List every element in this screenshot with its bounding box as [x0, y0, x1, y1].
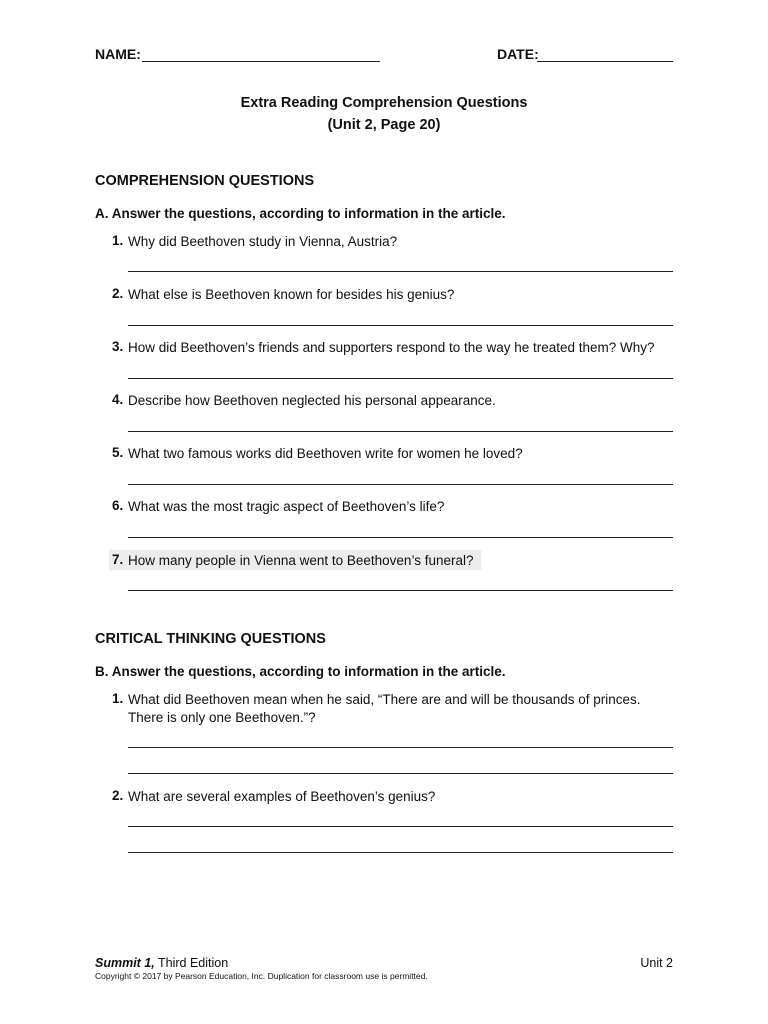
question-number: 2.: [112, 788, 124, 803]
question-text: What are several examples of Beethoven’s genius?: [128, 789, 436, 804]
date-label: DATE:: [497, 46, 539, 62]
date-field[interactable]: [537, 61, 673, 62]
question-number: 2.: [112, 286, 124, 301]
answer-line[interactable]: [128, 590, 673, 591]
answer-line[interactable]: [128, 747, 673, 748]
question-text-line1: What did Beethoven mean when he said, “There are and will be thousands of princes.: [128, 692, 641, 707]
question-text: Describe how Beethoven neglected his personal appearance.: [128, 393, 496, 408]
worksheet-subtitle: (Unit 2, Page 20): [327, 117, 441, 133]
name-field[interactable]: [142, 61, 380, 62]
name-label: NAME:: [95, 46, 141, 62]
question-text: Why did Beethoven study in Vienna, Austria?: [128, 234, 398, 249]
question-text-line2: There is only one Beethoven.”?: [128, 710, 316, 725]
answer-line[interactable]: [128, 378, 673, 379]
book-name: Summit 1,: [95, 956, 155, 970]
section-a-heading: COMPREHENSION QUESTIONS: [95, 173, 315, 189]
question-number: 7.: [112, 552, 124, 567]
footer-book-title: [95, 956, 228, 970]
section-b-heading: CRITICAL THINKING QUESTIONS: [95, 631, 326, 647]
question-number: 4.: [112, 392, 124, 407]
answer-line[interactable]: [128, 826, 673, 827]
question-number: 5.: [112, 445, 124, 460]
question-number: 6.: [112, 498, 124, 513]
question-text: How many people in Vienna went to Beethoven’s funeral?: [128, 553, 474, 568]
answer-line[interactable]: [128, 852, 673, 853]
book-edition: Third Edition: [154, 956, 229, 970]
answer-line[interactable]: [128, 773, 673, 774]
answer-line[interactable]: [128, 537, 673, 538]
answer-line[interactable]: [128, 484, 673, 485]
answer-line[interactable]: [128, 325, 673, 326]
footer-unit: Unit 2: [640, 956, 673, 970]
section-a-instruction: A. Answer the questions, according to information in the article.: [95, 206, 506, 221]
worksheet-title: Extra Reading Comprehension Questions: [240, 95, 528, 111]
answer-line[interactable]: [128, 271, 673, 272]
question-number: 1.: [112, 233, 124, 248]
question-number: 3.: [112, 339, 124, 354]
copyright-notice: Copyright © 2017 by Pearson Education, Inc. Duplication for classroom use is permitted.: [95, 971, 428, 981]
section-b-instruction: B. Answer the questions, according to information in the article.: [95, 664, 506, 679]
question-text: How did Beethoven’s friends and supporters respond to the way he treated them? Why?: [128, 340, 655, 355]
question-text: What was the most tragic aspect of Beethoven’s life?: [128, 499, 445, 514]
answer-line[interactable]: [128, 431, 673, 432]
question-text: What else is Beethoven known for besides his genius?: [128, 287, 455, 302]
question-text: What two famous works did Beethoven write for women he loved?: [128, 446, 523, 461]
question-number: 1.: [112, 691, 124, 706]
